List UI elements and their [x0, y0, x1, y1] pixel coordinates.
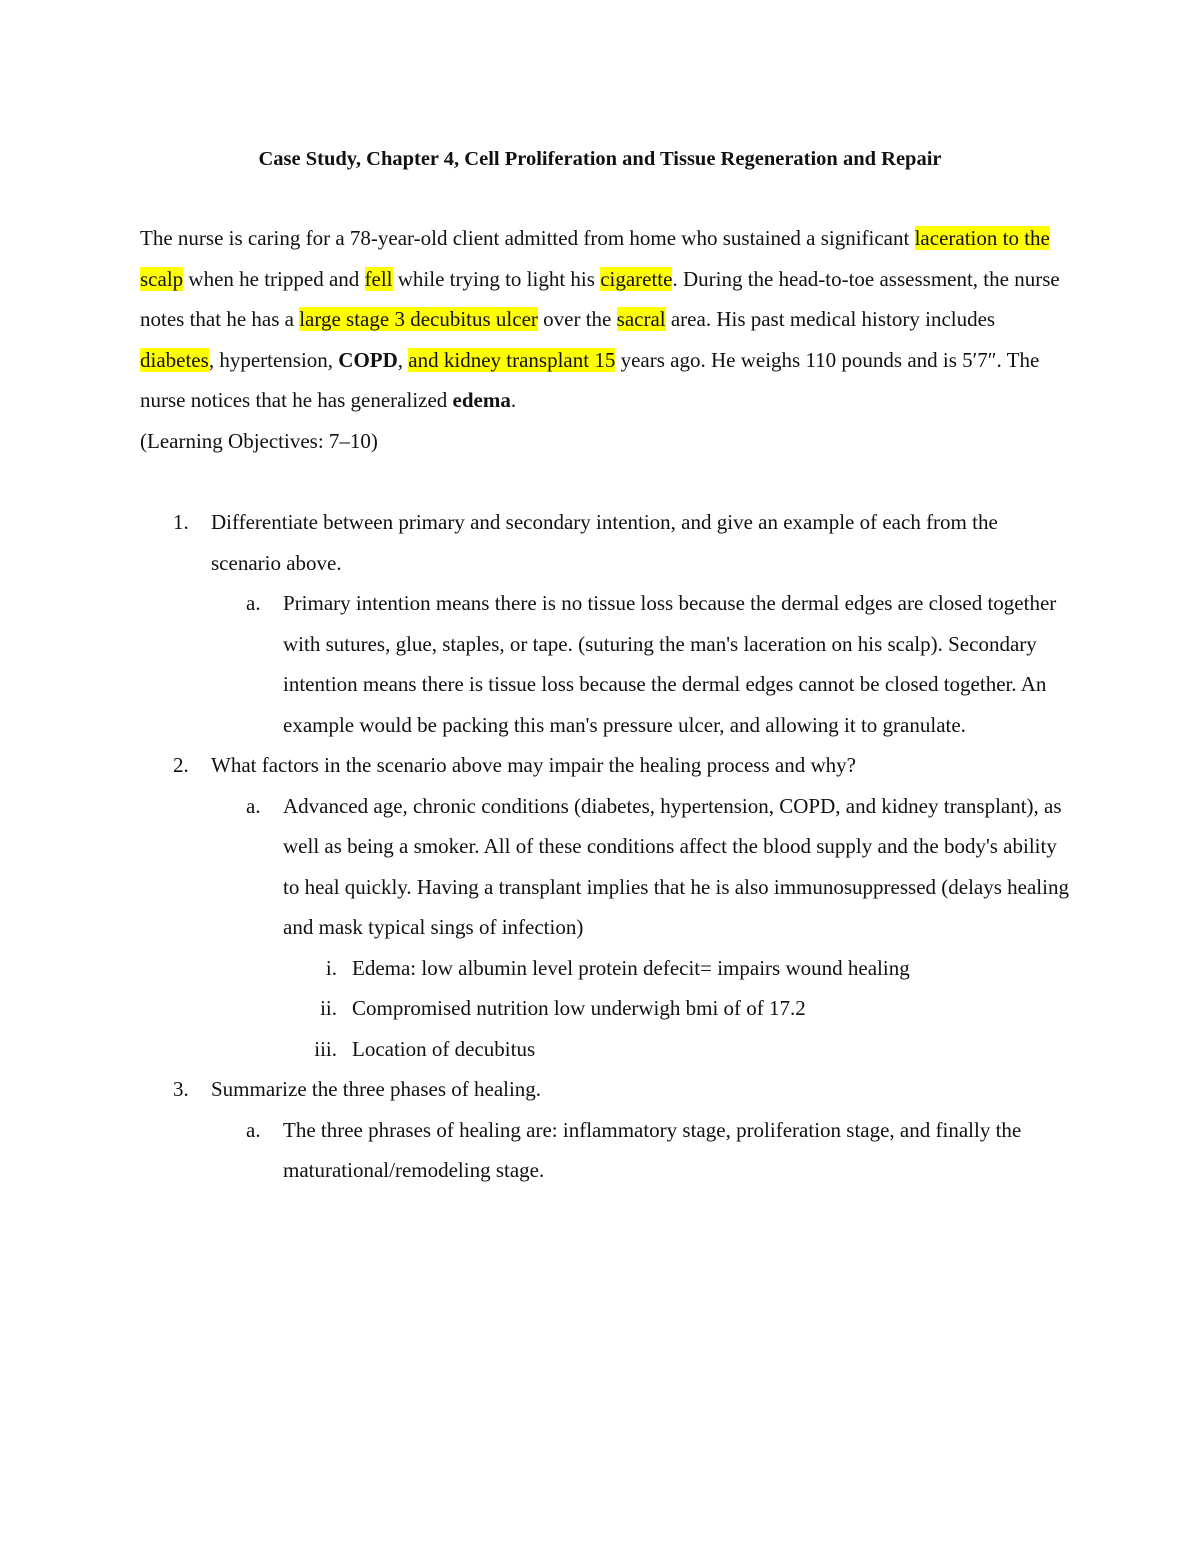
case-scenario-paragraph [140, 218, 1060, 461]
question-text: Summarize the three phases of healing. [211, 1077, 542, 1101]
roman-label: iii. [314, 1036, 337, 1061]
question-item [140, 502, 1070, 745]
question-text: Differentiate between primary and secondary intention, and give an example of each from the scenario above. [211, 510, 998, 575]
scenario-text: . [510, 388, 517, 412]
scenario-text: while trying to light his [392, 266, 601, 291]
question-item [140, 745, 1070, 1069]
answer-item [211, 1110, 1070, 1191]
question-item [140, 1069, 1070, 1191]
question-number: 2. [173, 753, 189, 777]
scenario-text: over the [537, 307, 617, 331]
bold-edema: edema [452, 388, 511, 412]
question-text: What factors in the scenario above may impair the healing process and why? [211, 753, 856, 777]
learning-objectives: (Learning Objectives: 7–10) [140, 428, 378, 453]
scenario-text: years ago. He weighs 110 pounds and is 5′7″. The nurse notices that he has generalized [140, 347, 1040, 412]
scenario-text: , [397, 347, 409, 372]
roman-list-item [211, 948, 1070, 989]
answer-label: a. [246, 1117, 261, 1142]
highlight-fell: fell [364, 266, 393, 291]
answer-text: The three phrases of healing are: inflammatory stage, proliferation stage, and finally the maturational/remodeling stage. [283, 1117, 1022, 1182]
roman-label: ii. [320, 996, 337, 1020]
answer-item [211, 583, 1070, 745]
scenario-text: . During the head-to-toe assessment, the nurse notes that he has a [140, 266, 1060, 331]
answer-text: Advanced age, chronic conditions (diabetes, hypertension, COPD, and kidney transplant), as well as being a smoker. All of these conditions affect the blood supply and the body's ability to heal quickly. Having a transplant implies that he is also immunosuppressed (delays healing and mask typical sings of infection) [283, 793, 1069, 939]
roman-item-text: Edema: low albumin level protein defecit= impairs wound healing [352, 955, 910, 980]
highlight-diabetes: diabetes [140, 347, 209, 372]
question-number: 3. [173, 1077, 189, 1101]
scenario-text: , hypertension, [208, 347, 339, 372]
scenario-text: when he tripped and [183, 266, 365, 291]
answer-item [211, 786, 1070, 948]
roman-item-text: Compromised nutrition low underwigh bmi of of 17.2 [352, 996, 806, 1020]
roman-label: i. [325, 955, 337, 980]
highlight-cigarette: cigarette [600, 266, 673, 291]
question-list [140, 502, 1070, 1191]
page-title: Case Study, Chapter 4, Cell Proliferation and Tissue Regeneration and Repair [258, 148, 942, 170]
scenario-text: The nurse is caring for a 78-year-old client admitted from home who sustained a significant [140, 226, 915, 250]
answer-label: a. [246, 793, 261, 818]
scenario-text: area. His past medical history includes [665, 307, 996, 331]
roman-item-text: Location of decubitus [352, 1036, 536, 1061]
roman-list-item [211, 988, 1070, 1029]
highlight-decubitus-ulcer: large stage 3 decubitus ulcer [299, 307, 538, 331]
bold-copd: COPD [338, 347, 398, 372]
question-number: 1. [173, 510, 189, 534]
highlight-kidney-transplant: and kidney transplant 15 [408, 347, 616, 372]
highlight-sacral: sacral [616, 307, 666, 331]
roman-list-item [211, 1029, 1070, 1070]
answer-text: Primary intention means there is no tissue loss because the dermal edges are closed together with sutures, glue, staples, or tape. (suturing the man's laceration on his scalp). Secondary intention means there is tissue loss because the dermal edges cannot be closed together. An example would be packing this man's pressure ulcer, and allowing it to granulate. [283, 591, 1057, 737]
highlight-scalp-laceration: laceration to the scalp [140, 226, 1050, 291]
answer-label: a. [246, 591, 261, 615]
